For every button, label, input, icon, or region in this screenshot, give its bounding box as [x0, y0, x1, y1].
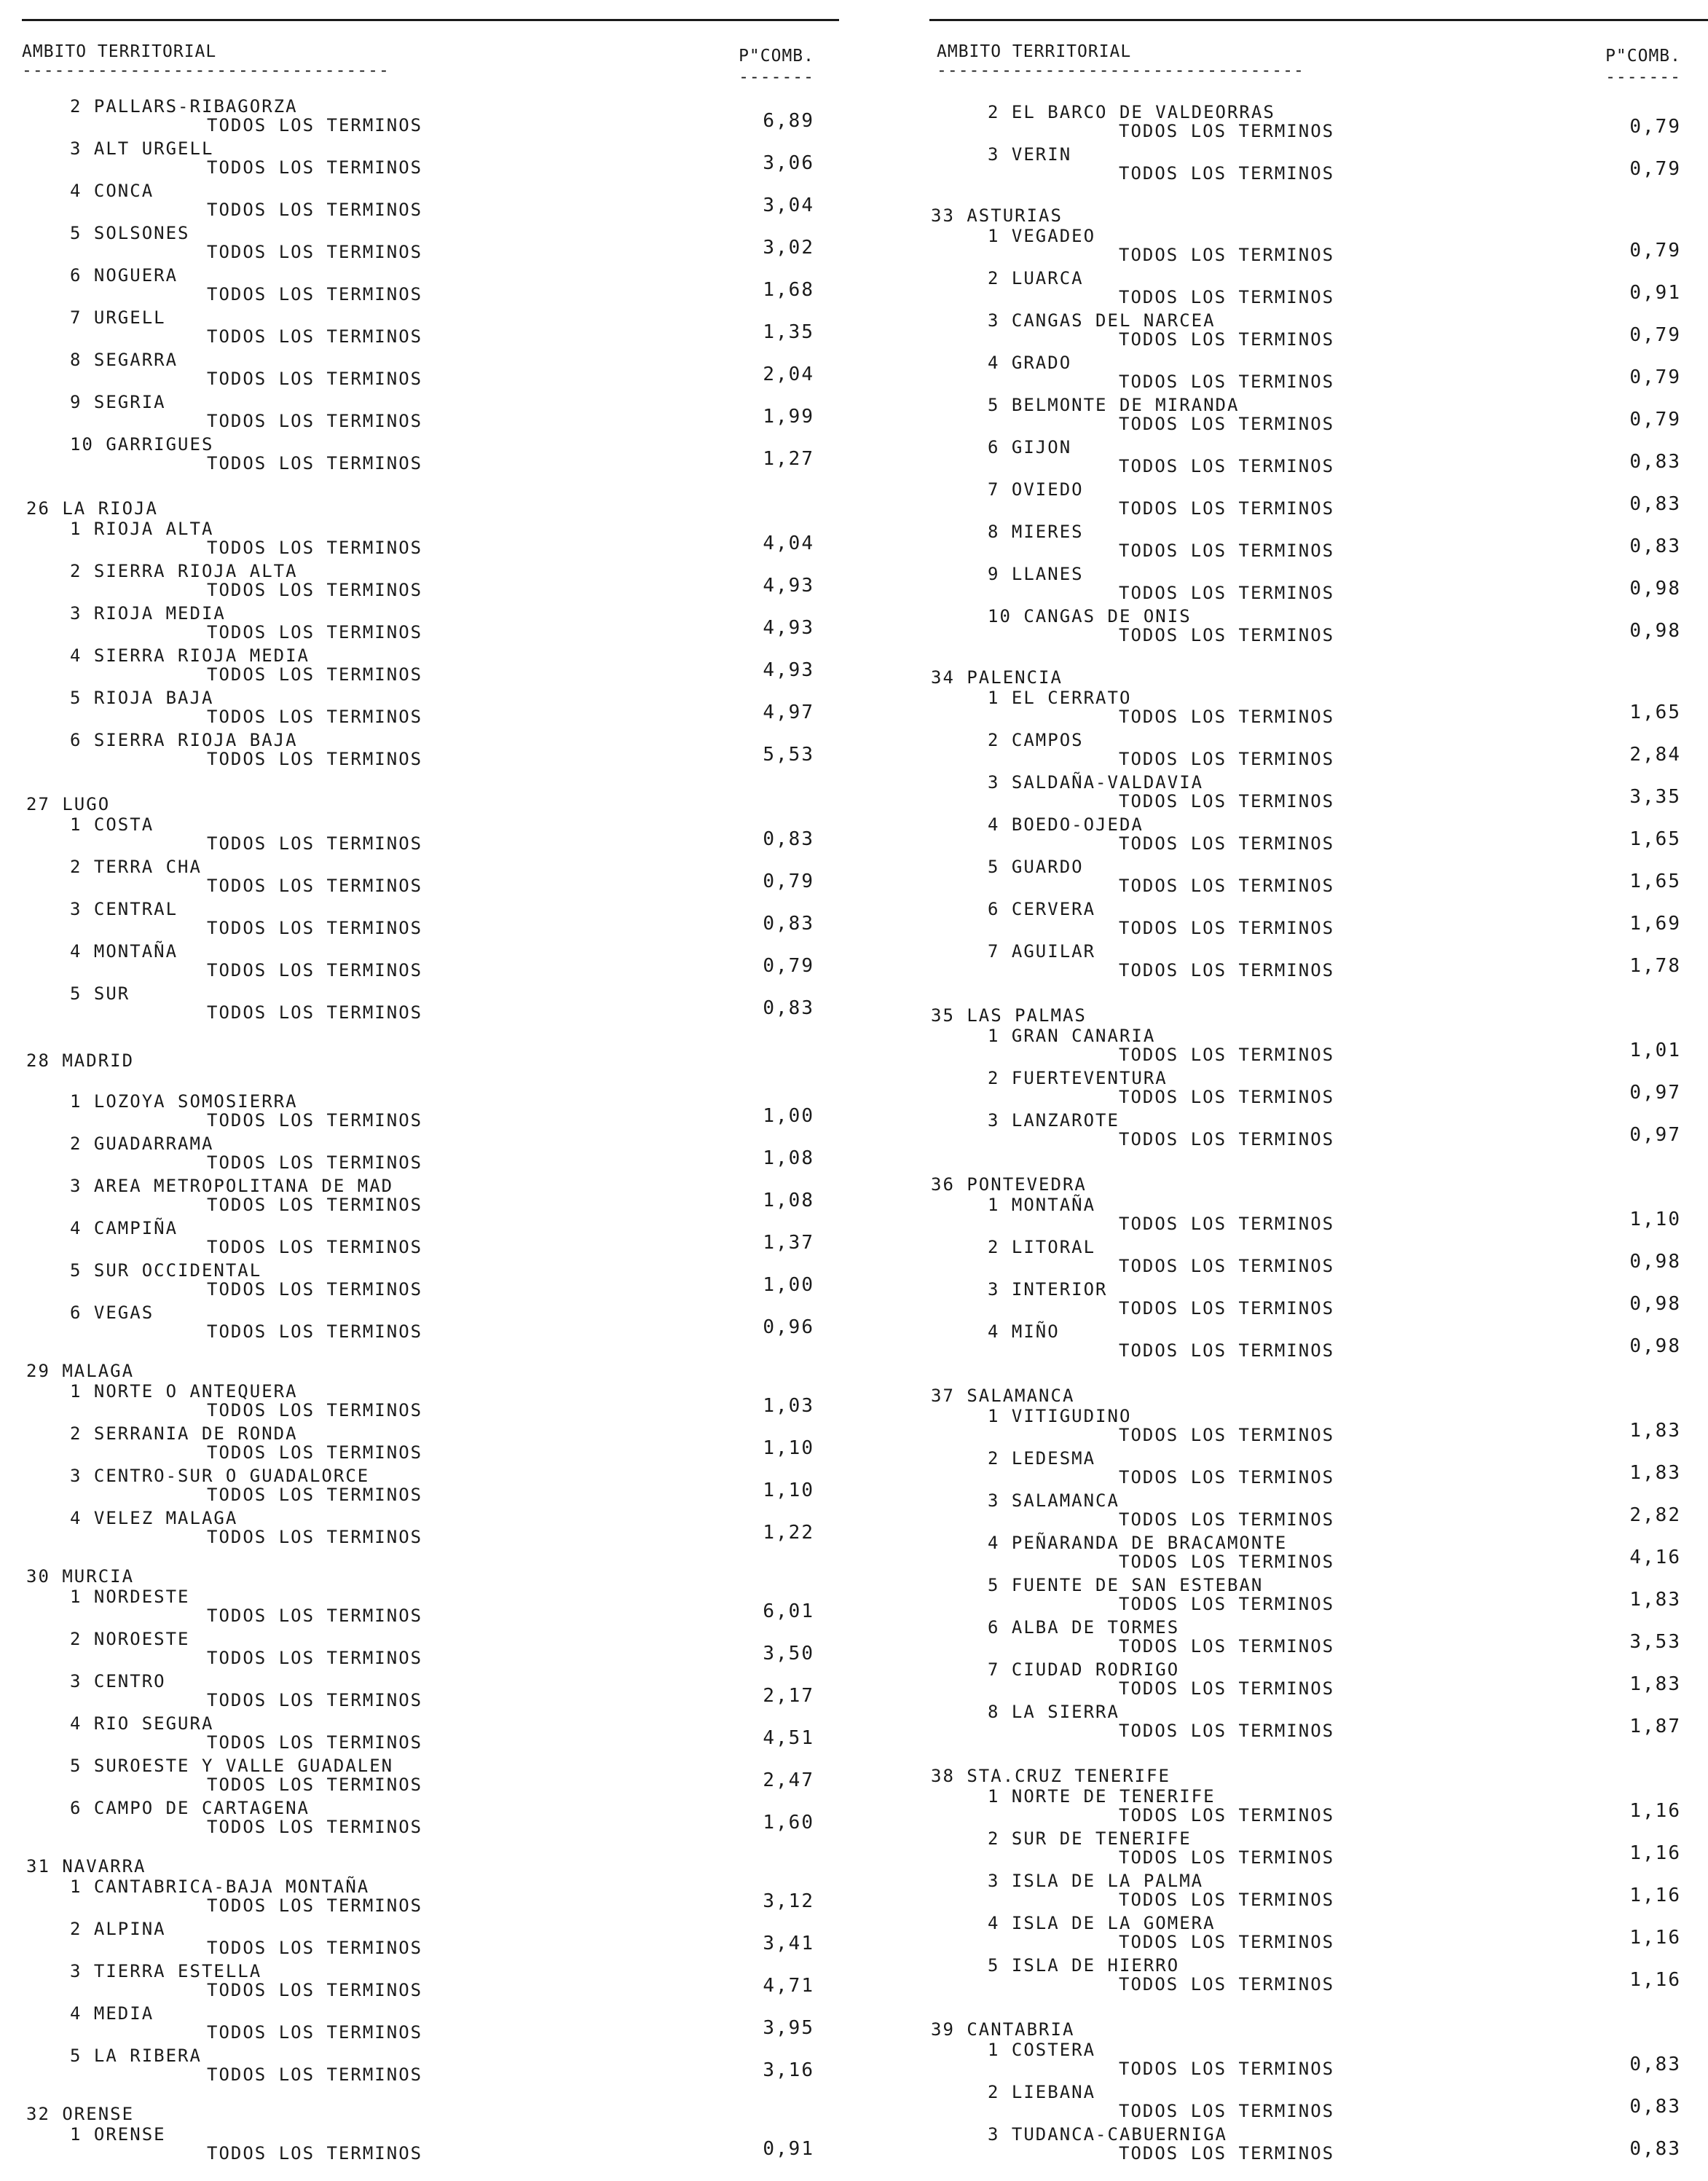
terminos-label: TODOS LOS TERMINOS: [207, 1195, 423, 1215]
pcomb-value: 0,83: [1629, 451, 1681, 473]
comarca-name: 1 NORTE DE TENERIFE: [988, 1786, 1216, 1807]
province-heading: 33 ASTURIAS: [931, 205, 1063, 226]
pcomb-value: 1,01: [1629, 1040, 1681, 1061]
comarca-name: 7 URGELL: [70, 307, 166, 328]
comarca-name: 2 SUR DE TENERIFE: [988, 1828, 1192, 1849]
province-heading: 26 LA RIOJA: [26, 498, 158, 519]
pcomb-value: 2,84: [1629, 744, 1681, 766]
terminos-label: TODOS LOS TERMINOS: [207, 411, 423, 431]
comarca-name: 4 RIO SEGURA: [70, 1713, 214, 1734]
terminos-label: TODOS LOS TERMINOS: [207, 1442, 423, 1463]
pcomb-value: 3,02: [763, 237, 814, 259]
comarca-name: 2 GUADARRAMA: [70, 1133, 214, 1154]
comarca-name: 3 RIOJA MEDIA: [70, 603, 226, 624]
comarca-name: 4 BOEDO-OJEDA: [988, 814, 1144, 835]
pcomb-value: 1,78: [1629, 955, 1681, 977]
pcomb-header: P"COMB.: [739, 47, 814, 66]
pcomb-value: 6,89: [763, 110, 814, 132]
terminos-label: TODOS LOS TERMINOS: [207, 2064, 423, 2085]
comarca-name: 5 BELMONTE DE MIRANDA: [988, 395, 1240, 415]
pcomb-value: 5,53: [763, 744, 814, 766]
comarca-name: 5 GUARDO: [988, 857, 1084, 877]
pcomb-value: 3,06: [763, 152, 814, 174]
pcomb-value: 1,27: [763, 448, 814, 470]
comarca-name: 6 SIERRA RIOJA BAJA: [70, 730, 298, 750]
pcomb-value: 1,00: [763, 1274, 814, 1296]
pcomb-value: 0,83: [1629, 2138, 1681, 2160]
pcomb-header: P"COMB.: [1605, 47, 1681, 66]
terminos-label: TODOS LOS TERMINOS: [207, 1690, 423, 1710]
pcomb-value: 1,10: [1629, 1209, 1681, 1230]
pcomb-value: 3,53: [1629, 1631, 1681, 1653]
pcomb-value: 6,01: [763, 1600, 814, 1622]
pcomb-value: 4,93: [763, 659, 814, 681]
comarca-name: 4 CONCA: [70, 181, 154, 201]
comarca-name: 4 MIÑO: [988, 1321, 1060, 1342]
pcomb-value: 0,98: [1629, 578, 1681, 600]
comarca-name: 2 ALPINA: [70, 1919, 166, 1939]
comarca-name: 1 COSTA: [70, 814, 154, 835]
comarca-name: 5 LA RIBERA: [70, 2046, 202, 2066]
comarca-name: 4 MONTAÑA: [70, 941, 178, 962]
comarca-name: 9 LLANES: [988, 564, 1084, 584]
comarca-name: 5 SUR OCCIDENTAL: [70, 1260, 262, 1281]
comarca-name: 3 VERIN: [988, 144, 1072, 165]
terminos-label: TODOS LOS TERMINOS: [1119, 918, 1335, 938]
terminos-label: TODOS LOS TERMINOS: [1119, 1509, 1335, 1530]
comarca-name: 1 CANTABRICA-BAJA MONTAÑA: [70, 1877, 370, 1897]
terminos-label: TODOS LOS TERMINOS: [1119, 414, 1335, 434]
comarca-name: 5 ISLA DE HIERRO: [988, 1955, 1180, 1976]
terminos-label: TODOS LOS TERMINOS: [1119, 1129, 1335, 1150]
province-heading: 28 MADRID: [26, 1050, 135, 1071]
province-heading: 30 MURCIA: [26, 1566, 135, 1587]
terminos-label: TODOS LOS TERMINOS: [207, 1980, 423, 2000]
comarca-name: 4 MEDIA: [70, 2003, 154, 2024]
pcomb-value: 1,16: [1629, 1927, 1681, 1949]
pcomb-value: 0,79: [1629, 366, 1681, 388]
terminos-label: TODOS LOS TERMINOS: [207, 749, 423, 769]
province-heading: 39 CANTABRIA: [931, 2019, 1075, 2040]
terminos-label: TODOS LOS TERMINOS: [1119, 1721, 1335, 1741]
top-rule: [929, 19, 1708, 21]
pcomb-value: 1,03: [763, 1395, 814, 1417]
terminos-label: TODOS LOS TERMINOS: [207, 2143, 423, 2164]
comarca-name: 2 LUARCA: [988, 268, 1084, 288]
pcomb-value: 0,79: [1629, 116, 1681, 138]
pcomb-value: 4,93: [763, 575, 814, 597]
terminos-label: TODOS LOS TERMINOS: [1119, 1847, 1335, 1868]
pcomb-value: 0,91: [1629, 282, 1681, 304]
pcomb-value: 1,83: [1629, 1589, 1681, 1611]
terminos-label: TODOS LOS TERMINOS: [1119, 1340, 1335, 1361]
comarca-name: 2 SIERRA RIOJA ALTA: [70, 561, 298, 581]
terminos-label: TODOS LOS TERMINOS: [207, 1485, 423, 1505]
province-heading: 32 ORENSE: [26, 2104, 135, 2124]
terminos-label: TODOS LOS TERMINOS: [1119, 372, 1335, 392]
comarca-name: 8 LA SIERRA: [988, 1702, 1119, 1722]
comarca-name: 1 NORDESTE: [70, 1587, 190, 1607]
comarca-name: 6 CERVERA: [988, 899, 1096, 919]
terminos-label: TODOS LOS TERMINOS: [207, 115, 423, 135]
terminos-label: TODOS LOS TERMINOS: [207, 1938, 423, 1958]
pcomb-value: 3,04: [763, 194, 814, 216]
terminos-label: TODOS LOS TERMINOS: [207, 200, 423, 220]
comarca-name: 3 CANGAS DEL NARCEA: [988, 310, 1216, 331]
terminos-label: TODOS LOS TERMINOS: [207, 622, 423, 642]
pcomb-value: 1,60: [763, 1812, 814, 1834]
terminos-label: TODOS LOS TERMINOS: [1119, 1087, 1335, 1107]
comarca-name: 3 INTERIOR: [988, 1279, 1108, 1300]
comarca-name: 3 CENTRAL: [70, 899, 178, 919]
comarca-name: 1 LOZOYA SOMOSIERRA: [70, 1091, 298, 1112]
pcomb-value: 1,65: [1629, 828, 1681, 850]
terminos-label: TODOS LOS TERMINOS: [1119, 1636, 1335, 1657]
terminos-label: TODOS LOS TERMINOS: [1119, 163, 1335, 184]
terminos-label: TODOS LOS TERMINOS: [207, 1775, 423, 1795]
pcomb-value: 1,00: [763, 1105, 814, 1127]
pcomb-value: 0,79: [1629, 158, 1681, 180]
terminos-label: TODOS LOS TERMINOS: [1119, 1552, 1335, 1572]
terminos-label: TODOS LOS TERMINOS: [207, 157, 423, 178]
terminos-label: TODOS LOS TERMINOS: [207, 1895, 423, 1916]
comarca-name: 4 PEÑARANDA DE BRACAMONTE: [988, 1533, 1288, 1553]
pcomb-value: 1,16: [1629, 1842, 1681, 1864]
comarca-name: 6 GIJON: [988, 437, 1072, 457]
comarca-name: 3 SALDAÑA-VALDAVIA: [988, 772, 1204, 793]
terminos-label: TODOS LOS TERMINOS: [207, 369, 423, 389]
pcomb-value: 0,83: [1629, 535, 1681, 557]
pcomb-value: 1,83: [1629, 1420, 1681, 1442]
terminos-label: TODOS LOS TERMINOS: [1119, 1678, 1335, 1699]
pcomb-value: 0,83: [1629, 493, 1681, 515]
terminos-label: TODOS LOS TERMINOS: [1119, 2101, 1335, 2121]
pcomb-value: 0,79: [1629, 240, 1681, 262]
comarca-name: 1 RIOJA ALTA: [70, 519, 214, 539]
pcomb-value: 0,83: [1629, 2096, 1681, 2118]
comarca-name: 2 LIEBANA: [988, 2082, 1096, 2102]
terminos-label: TODOS LOS TERMINOS: [1119, 583, 1335, 603]
terminos-label: TODOS LOS TERMINOS: [207, 1152, 423, 1173]
pcomb-value: 1,83: [1629, 1673, 1681, 1695]
comarca-name: 7 OVIEDO: [988, 479, 1084, 500]
pcomb-value: 1,08: [763, 1147, 814, 1169]
terminos-label: TODOS LOS TERMINOS: [207, 1648, 423, 1668]
terminos-label: TODOS LOS TERMINOS: [1119, 1890, 1335, 1910]
pcomb-value: 0,91: [763, 2138, 814, 2160]
province-heading: 29 MALAGA: [26, 1361, 135, 1381]
terminos-label: TODOS LOS TERMINOS: [1119, 876, 1335, 896]
terminos-label: TODOS LOS TERMINOS: [207, 918, 423, 938]
pcomb-value: 1,10: [763, 1437, 814, 1459]
comarca-name: 10 CANGAS DE ONIS: [988, 606, 1192, 626]
pcomb-value: 1,10: [763, 1479, 814, 1501]
comarca-name: 5 RIOJA BAJA: [70, 688, 214, 708]
province-heading: 38 STA.CRUZ TENERIFE: [931, 1766, 1170, 1786]
pcomb-value: 2,82: [1629, 1504, 1681, 1526]
province-heading: 36 PONTEVEDRA: [931, 1174, 1087, 1195]
comarca-name: 4 ISLA DE LA GOMERA: [988, 1913, 1216, 1933]
province-heading: 31 NAVARRA: [26, 1856, 146, 1877]
ambito-underline: ----------------------------------: [937, 61, 1304, 80]
comarca-name: 5 FUENTE DE SAN ESTEBAN: [988, 1575, 1264, 1595]
pcomb-value: 0,83: [1629, 2054, 1681, 2075]
terminos-label: TODOS LOS TERMINOS: [207, 1400, 423, 1420]
pcomb-underline: -------: [1605, 68, 1681, 87]
pcomb-value: 1,08: [763, 1190, 814, 1211]
pcomb-value: 3,50: [763, 1643, 814, 1665]
comarca-name: 2 SERRANIA DE RONDA: [70, 1423, 298, 1444]
terminos-label: TODOS LOS TERMINOS: [1119, 1932, 1335, 1952]
terminos-label: TODOS LOS TERMINOS: [207, 833, 423, 854]
pcomb-value: 1,22: [763, 1522, 814, 1544]
comarca-name: 3 CENTRO: [70, 1671, 166, 1691]
pcomb-value: 1,16: [1629, 1800, 1681, 1822]
pcomb-value: 1,65: [1629, 871, 1681, 892]
comarca-name: 6 ALBA DE TORMES: [988, 1617, 1180, 1638]
pcomb-value: 1,16: [1629, 1969, 1681, 1991]
comarca-name: 3 LANZAROTE: [988, 1110, 1119, 1131]
terminos-label: TODOS LOS TERMINOS: [207, 453, 423, 473]
pcomb-value: 2,04: [763, 364, 814, 385]
pcomb-value: 1,16: [1629, 1885, 1681, 1906]
pcomb-value: 0,79: [1629, 409, 1681, 431]
terminos-label: TODOS LOS TERMINOS: [1119, 1425, 1335, 1445]
comarca-name: 1 ORENSE: [70, 2124, 166, 2145]
terminos-label: TODOS LOS TERMINOS: [207, 2022, 423, 2043]
pcomb-value: 4,04: [763, 533, 814, 554]
pcomb-value: 1,69: [1629, 913, 1681, 935]
comarca-name: 3 TIERRA ESTELLA: [70, 1961, 262, 1981]
terminos-label: TODOS LOS TERMINOS: [1119, 1805, 1335, 1826]
terminos-label: TODOS LOS TERMINOS: [1119, 541, 1335, 561]
terminos-label: TODOS LOS TERMINOS: [207, 1606, 423, 1626]
pcomb-value: 1,65: [1629, 702, 1681, 723]
pcomb-value: 0,97: [1629, 1082, 1681, 1104]
terminos-label: TODOS LOS TERMINOS: [207, 284, 423, 304]
pcomb-value: 0,98: [1629, 1251, 1681, 1273]
comarca-name: 3 AREA METROPOLITANA DE MAD: [70, 1176, 394, 1196]
terminos-label: TODOS LOS TERMINOS: [1119, 329, 1335, 350]
terminos-label: TODOS LOS TERMINOS: [207, 664, 423, 685]
terminos-label: TODOS LOS TERMINOS: [1119, 1974, 1335, 1995]
comarca-name: 6 VEGAS: [70, 1302, 154, 1323]
pcomb-value: 0,98: [1629, 620, 1681, 642]
comarca-name: 5 SUROESTE Y VALLE GUADALEN: [70, 1756, 394, 1776]
comarca-name: 3 CENTRO-SUR O GUADALORCE: [70, 1466, 370, 1486]
pcomb-value: 0,79: [1629, 324, 1681, 346]
top-rule: [22, 19, 839, 21]
comarca-name: 8 MIERES: [988, 522, 1084, 542]
terminos-label: TODOS LOS TERMINOS: [1119, 1045, 1335, 1065]
pcomb-value: 1,99: [763, 406, 814, 428]
terminos-label: TODOS LOS TERMINOS: [207, 1321, 423, 1342]
province-heading: 34 PALENCIA: [931, 667, 1063, 688]
terminos-label: TODOS LOS TERMINOS: [1119, 245, 1335, 265]
terminos-label: TODOS LOS TERMINOS: [1119, 287, 1335, 307]
comarca-name: 4 CAMPIÑA: [70, 1218, 178, 1238]
terminos-label: TODOS LOS TERMINOS: [1119, 1467, 1335, 1488]
terminos-label: TODOS LOS TERMINOS: [207, 580, 423, 600]
comarca-name: 1 EL CERRATO: [988, 688, 1132, 708]
pcomb-value: 4,93: [763, 617, 814, 639]
pcomb-value: 1,83: [1629, 1462, 1681, 1484]
terminos-label: TODOS LOS TERMINOS: [207, 1237, 423, 1257]
comarca-name: 4 SIERRA RIOJA MEDIA: [70, 645, 310, 666]
comarca-name: 2 LITORAL: [988, 1237, 1096, 1257]
terminos-label: TODOS LOS TERMINOS: [207, 1279, 423, 1300]
pcomb-value: 1,87: [1629, 1716, 1681, 1737]
terminos-label: TODOS LOS TERMINOS: [1119, 1594, 1335, 1614]
province-heading: 27 LUGO: [26, 794, 111, 814]
pcomb-value: 0,83: [763, 913, 814, 935]
comarca-name: 1 VEGADEO: [988, 226, 1096, 246]
terminos-label: TODOS LOS TERMINOS: [1119, 498, 1335, 519]
comarca-name: 7 CIUDAD RODRIGO: [988, 1659, 1180, 1680]
comarca-name: 9 SEGRIA: [70, 392, 166, 412]
terminos-label: TODOS LOS TERMINOS: [1119, 1298, 1335, 1319]
pcomb-value: 1,68: [763, 279, 814, 301]
pcomb-value: 3,41: [763, 1933, 814, 1954]
pcomb-value: 0,97: [1629, 1124, 1681, 1146]
terminos-label: TODOS LOS TERMINOS: [1119, 456, 1335, 476]
terminos-label: TODOS LOS TERMINOS: [207, 326, 423, 347]
pcomb-value: 2,17: [763, 1685, 814, 1707]
comarca-name: 10 GARRIGUES: [70, 434, 214, 455]
terminos-label: TODOS LOS TERMINOS: [207, 538, 423, 558]
terminos-label: TODOS LOS TERMINOS: [207, 1110, 423, 1131]
terminos-label: TODOS LOS TERMINOS: [207, 1817, 423, 1837]
ambito-territorial-header: AMBITO TERRITORIAL: [937, 42, 1132, 61]
comarca-name: 1 GRAN CANARIA: [988, 1026, 1156, 1046]
comarca-name: 6 CAMPO DE CARTAGENA: [70, 1798, 310, 1818]
pcomb-underline: -------: [739, 68, 814, 87]
terminos-label: TODOS LOS TERMINOS: [1119, 2059, 1335, 2079]
pcomb-value: 0,98: [1629, 1293, 1681, 1315]
pcomb-value: 4,71: [763, 1975, 814, 1997]
pcomb-value: 0,98: [1629, 1335, 1681, 1357]
pcomb-value: 3,95: [763, 2017, 814, 2039]
terminos-label: TODOS LOS TERMINOS: [207, 242, 423, 262]
comarca-name: 2 PALLARS-RIBAGORZA: [70, 96, 298, 117]
comarca-name: 2 EL BARCO DE VALDEORRAS: [988, 102, 1275, 122]
comarca-name: 1 VITIGUDINO: [988, 1406, 1132, 1426]
pcomb-value: 1,37: [763, 1232, 814, 1254]
pcomb-value: 4,51: [763, 1727, 814, 1749]
terminos-label: TODOS LOS TERMINOS: [1119, 960, 1335, 981]
comarca-name: 3 SALAMANCA: [988, 1490, 1119, 1511]
comarca-name: 3 ALT URGELL: [70, 138, 214, 159]
comarca-name: 1 NORTE O ANTEQUERA: [70, 1381, 298, 1402]
comarca-name: 2 NOROESTE: [70, 1629, 190, 1649]
comarca-name: 3 ISLA DE LA PALMA: [988, 1871, 1204, 1891]
comarca-name: 1 MONTAÑA: [988, 1195, 1096, 1215]
terminos-label: TODOS LOS TERMINOS: [207, 876, 423, 896]
comarca-name: 6 NOGUERA: [70, 265, 178, 286]
terminos-label: TODOS LOS TERMINOS: [207, 1732, 423, 1753]
terminos-label: TODOS LOS TERMINOS: [207, 1527, 423, 1547]
pcomb-value: 3,16: [763, 2059, 814, 2081]
pcomb-value: 2,47: [763, 1769, 814, 1791]
pcomb-value: 1,35: [763, 321, 814, 343]
ambito-underline: ----------------------------------: [22, 61, 390, 80]
terminos-label: TODOS LOS TERMINOS: [1119, 833, 1335, 854]
pcomb-value: 0,83: [763, 828, 814, 850]
comarca-name: 8 SEGARRA: [70, 350, 178, 370]
terminos-label: TODOS LOS TERMINOS: [207, 1002, 423, 1023]
terminos-label: TODOS LOS TERMINOS: [1119, 791, 1335, 812]
comarca-name: 2 LEDESMA: [988, 1448, 1096, 1469]
comarca-name: 2 TERRA CHA: [70, 857, 202, 877]
comarca-name: 2 CAMPOS: [988, 730, 1084, 750]
terminos-label: TODOS LOS TERMINOS: [1119, 749, 1335, 769]
comarca-name: 4 VELEZ MALAGA: [70, 1508, 238, 1528]
pcomb-value: 0,79: [763, 871, 814, 892]
terminos-label: TODOS LOS TERMINOS: [1119, 1214, 1335, 1234]
pcomb-value: 0,96: [763, 1316, 814, 1338]
pcomb-value: 4,16: [1629, 1547, 1681, 1568]
terminos-label: TODOS LOS TERMINOS: [1119, 121, 1335, 141]
terminos-label: TODOS LOS TERMINOS: [1119, 2143, 1335, 2164]
comarca-name: 7 AGUILAR: [988, 941, 1096, 962]
terminos-label: TODOS LOS TERMINOS: [1119, 625, 1335, 645]
comarca-name: 3 TUDANCA-CABUERNIGA: [988, 2124, 1227, 2145]
comarca-name: 5 SOLSONES: [70, 223, 190, 243]
terminos-label: TODOS LOS TERMINOS: [1119, 707, 1335, 727]
ambito-territorial-header: AMBITO TERRITORIAL: [22, 42, 217, 61]
pcomb-value: 4,97: [763, 702, 814, 723]
pcomb-value: 0,79: [763, 955, 814, 977]
pcomb-value: 3,35: [1629, 786, 1681, 808]
comarca-name: 5 SUR: [70, 983, 130, 1004]
pcomb-value: 3,12: [763, 1890, 814, 1912]
pcomb-value: 0,83: [763, 997, 814, 1019]
province-heading: 35 LAS PALMAS: [931, 1005, 1087, 1026]
province-heading: 37 SALAMANCA: [931, 1386, 1075, 1406]
terminos-label: TODOS LOS TERMINOS: [1119, 1256, 1335, 1276]
comarca-name: 2 FUERTEVENTURA: [988, 1068, 1168, 1088]
comarca-name: 4 GRADO: [988, 353, 1072, 373]
terminos-label: TODOS LOS TERMINOS: [207, 707, 423, 727]
comarca-name: 1 COSTERA: [988, 2040, 1096, 2060]
terminos-label: TODOS LOS TERMINOS: [207, 960, 423, 981]
